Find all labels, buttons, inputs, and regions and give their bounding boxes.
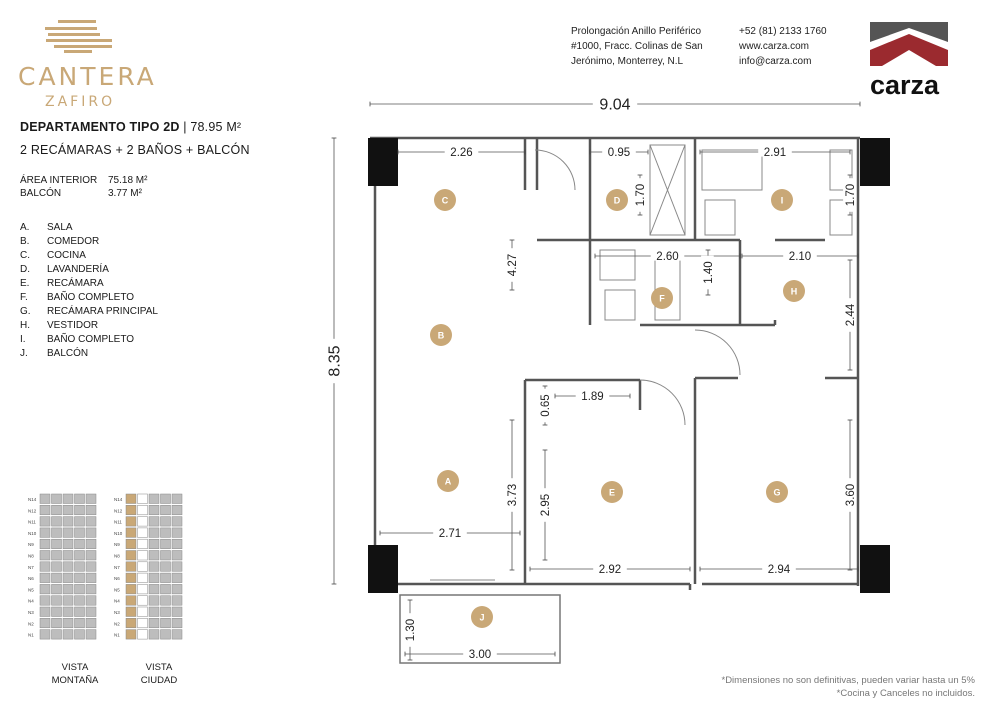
unit-cell — [161, 607, 171, 617]
unit-cell — [75, 528, 85, 538]
legend-letter: I. — [20, 334, 26, 345]
legend-letter: G. — [20, 306, 31, 317]
unit-cell — [138, 584, 148, 594]
unit-cell — [40, 539, 50, 549]
unit-cell — [63, 517, 73, 527]
unit-cell-highlighted — [126, 494, 136, 504]
unit-cell — [161, 630, 171, 640]
legend-letter: J. — [20, 348, 28, 359]
svg-text:3.73: 3.73 — [507, 483, 520, 507]
unit-cell — [75, 607, 85, 617]
floor-label: N8 — [114, 553, 120, 559]
legend-name: LAVANDERÍA — [47, 264, 109, 275]
svg-text:1.70: 1.70 — [845, 183, 858, 207]
floor-label: N12 — [28, 508, 37, 514]
floor-label: N12 — [114, 508, 123, 514]
unit-cell — [63, 551, 73, 561]
svg-text:1.70: 1.70 — [635, 183, 648, 207]
unit-cell — [86, 551, 96, 561]
unit-cell — [52, 539, 62, 549]
room-marker-h — [783, 280, 805, 302]
note-kitchen: *Cocina y Canceles no incluidos. — [836, 688, 975, 699]
unit-cell — [172, 630, 182, 640]
legend-letter: A. — [20, 222, 30, 233]
unit-cell-highlighted — [126, 618, 136, 628]
floor-label: N7 — [114, 564, 120, 570]
unit-cell — [138, 528, 148, 538]
unit-cell-highlighted — [126, 528, 136, 538]
unit-cell — [172, 618, 182, 628]
floor-label: N5 — [114, 587, 120, 593]
unit-cell — [75, 618, 85, 628]
dimension-bed-e-top — [538, 386, 552, 425]
room-marker-d — [606, 189, 628, 211]
unit-cell — [63, 618, 73, 628]
unit-cell — [63, 630, 73, 640]
unit-cell — [149, 562, 159, 572]
view-mountain-label: VISTA MONTAÑA — [51, 662, 99, 686]
dimension-closet-w — [742, 248, 858, 263]
unit-cell-highlighted — [126, 562, 136, 572]
legend-letter: C. — [20, 250, 30, 261]
room-marker-b — [430, 324, 452, 346]
svg-text:2.95: 2.95 — [540, 493, 553, 517]
unit-cell — [75, 584, 85, 594]
unit-cell — [63, 494, 73, 504]
unit-cell — [138, 505, 148, 515]
unit-cell — [86, 607, 96, 617]
unit-cell — [63, 607, 73, 617]
unit-cell — [161, 528, 171, 538]
unit-cell-highlighted — [126, 539, 136, 549]
unit-cell — [52, 573, 62, 583]
unit-cell — [149, 528, 159, 538]
area-block — [20, 174, 147, 200]
phone-text: +52 (81) 2133 1760 — [739, 26, 827, 37]
floor-label: N2 — [28, 621, 34, 627]
legend-name: BAÑO COMPLETO — [47, 334, 135, 345]
floor-label: N11 — [28, 519, 36, 525]
unit-cell — [149, 618, 159, 628]
unit-cell — [75, 630, 85, 640]
view-city-label: VISTA CIUDAD — [140, 662, 178, 686]
dimension-bed-e-closet — [555, 388, 630, 403]
dimension-balcony-w — [405, 646, 555, 661]
svg-text:B: B — [437, 330, 445, 341]
unit-cell — [63, 584, 73, 594]
unit-cell-highlighted — [126, 551, 136, 561]
unit-cell — [63, 596, 73, 606]
unit-cell — [149, 517, 159, 527]
unit-cell — [86, 584, 96, 594]
dimension-sala-w — [380, 525, 520, 540]
unit-cell — [75, 494, 85, 504]
dimension-laundry-w — [590, 144, 648, 159]
svg-text:G: G — [773, 487, 781, 498]
dimension-laundry-h — [633, 175, 647, 215]
unit-cell-highlighted — [126, 630, 136, 640]
unit-title: DEPARTAMENTO TIPO 2D | 78.95 M² — [20, 120, 242, 134]
unit-cell — [75, 596, 85, 606]
floor-label: N9 — [28, 542, 34, 548]
unit-cell — [161, 618, 171, 628]
room-legend — [20, 221, 158, 361]
unit-cell — [172, 551, 182, 561]
svg-text:A: A — [444, 476, 452, 487]
legend-name: COMEDOR — [47, 236, 100, 247]
svg-text:0.65: 0.65 — [540, 394, 553, 417]
unit-cell — [161, 573, 171, 583]
unit-cell — [172, 562, 182, 572]
unit-cell — [149, 630, 159, 640]
legend-letter: B. — [20, 236, 30, 247]
floor-label: N11 — [114, 519, 122, 525]
unit-cell — [40, 505, 50, 515]
svg-text:3.00: 3.00 — [468, 649, 492, 662]
unit-cell — [52, 607, 62, 617]
svg-text:2.94: 2.94 — [767, 564, 791, 577]
legend-item — [20, 235, 158, 249]
email-link[interactable]: info@carza.com — [739, 56, 812, 67]
unit-cell — [86, 618, 96, 628]
unit-cell — [172, 607, 182, 617]
unit-cell-highlighted — [126, 505, 136, 515]
unit-cell — [138, 596, 148, 606]
legend-name: VESTIDOR — [47, 320, 99, 331]
legend-letter: E. — [20, 278, 30, 289]
dimension-total-height — [324, 138, 343, 584]
unit-cell — [138, 562, 148, 572]
legend-name: BAÑO COMPLETO — [47, 292, 135, 303]
unit-cell — [86, 494, 96, 504]
svg-text:8.35: 8.35 — [326, 345, 344, 377]
legend-name: RECÁMARA — [47, 278, 104, 289]
svg-text:2.91: 2.91 — [763, 147, 787, 160]
dimension-bath-f-h — [701, 250, 715, 295]
unit-cell — [52, 551, 62, 561]
unit-cell — [63, 505, 73, 515]
building-elevation-grids — [18, 490, 203, 648]
dimension-sala-h — [505, 420, 519, 570]
legend-item — [20, 291, 158, 305]
dimension-bed-g-h — [843, 420, 857, 570]
room-marker-c — [434, 189, 456, 211]
unit-cell — [52, 596, 62, 606]
unit-cell — [149, 584, 159, 594]
room-marker-f — [651, 287, 673, 309]
room-marker-g — [766, 481, 788, 503]
unit-cell — [63, 528, 73, 538]
floor-label: N3 — [114, 610, 120, 615]
unit-cell — [172, 539, 182, 549]
legend-name: SALA — [47, 222, 73, 233]
svg-text:1.89: 1.89 — [581, 391, 604, 404]
unit-cell — [52, 630, 62, 640]
room-marker-j — [471, 606, 493, 628]
legend-name: BALCÓN — [47, 348, 89, 359]
dimension-bath-i-h — [843, 175, 857, 215]
unit-cell-highlighted — [126, 573, 136, 583]
unit-cell — [86, 517, 96, 527]
unit-cell — [149, 596, 159, 606]
unit-cell — [86, 573, 96, 583]
unit-cell — [52, 528, 62, 538]
unit-cell — [63, 573, 73, 583]
carza-wordmark: carza — [870, 70, 940, 100]
unit-cell — [138, 551, 148, 561]
legend-item — [20, 319, 158, 333]
unit-cell — [138, 607, 148, 617]
svg-text:F: F — [659, 293, 665, 304]
floor-label: N1 — [28, 632, 34, 638]
svg-text:E: E — [608, 487, 616, 498]
unit-subtitle: 2 RECÁMARAS + 2 BAÑOS + BALCÓN — [20, 143, 250, 157]
unit-cell — [172, 505, 182, 515]
dimension-total-width — [370, 93, 860, 114]
floor-label: N10 — [114, 530, 123, 536]
unit-cell — [138, 573, 148, 583]
unit-cell — [40, 630, 50, 640]
unit-cell — [149, 607, 159, 617]
floor-label: N4 — [28, 598, 34, 604]
unit-cell — [172, 528, 182, 538]
floor-label: N7 — [28, 564, 34, 570]
footnotes — [722, 674, 976, 700]
unit-cell — [86, 539, 96, 549]
interior-value: 75.18 M² — [108, 175, 148, 186]
unit-cell — [52, 494, 62, 504]
dimension-bed-e-h — [538, 450, 552, 560]
unit-cell — [138, 539, 148, 549]
unit-cell — [52, 618, 62, 628]
svg-text:2.60: 2.60 — [656, 251, 679, 264]
unit-cell — [172, 596, 182, 606]
unit-cell — [161, 551, 171, 561]
svg-text:2.92: 2.92 — [598, 564, 622, 577]
svg-text:2.10: 2.10 — [788, 251, 812, 264]
room-marker-a — [437, 470, 459, 492]
floor-label: N8 — [28, 553, 34, 559]
unit-cell — [40, 618, 50, 628]
brand-name: CANTERA — [18, 62, 157, 91]
floor-label: N9 — [114, 542, 120, 548]
legend-item — [20, 305, 158, 319]
svg-text:2.44: 2.44 — [845, 303, 858, 327]
svg-text:2.26: 2.26 — [450, 147, 473, 160]
unit-cell — [138, 618, 148, 628]
balcony-label: BALCÓN — [20, 188, 62, 199]
unit-cell — [40, 596, 50, 606]
unit-cell-highlighted — [126, 517, 136, 527]
svg-text:J: J — [479, 612, 485, 623]
unit-cell — [172, 584, 182, 594]
unit-cell — [138, 494, 148, 504]
legend-item — [20, 347, 158, 361]
svg-text:9.04: 9.04 — [599, 96, 631, 114]
dimension-kitchen-h — [505, 240, 519, 290]
dimension-bath-i-w — [700, 144, 850, 159]
balcony-value: 3.77 M² — [108, 188, 142, 199]
legend-name: COCINA — [47, 250, 86, 261]
unit-cell — [52, 517, 62, 527]
unit-cell-highlighted — [126, 607, 136, 617]
svg-text:I: I — [780, 195, 784, 206]
unit-cell — [40, 528, 50, 538]
unit-cell — [149, 505, 159, 515]
dimension-kitchen-w — [398, 144, 525, 159]
unit-cell — [172, 494, 182, 504]
floor-label: N6 — [28, 576, 34, 582]
legend-item — [20, 263, 158, 277]
unit-cell — [75, 517, 85, 527]
legend-letter: D. — [20, 264, 30, 275]
unit-cell — [75, 505, 85, 515]
unit-cell — [86, 562, 96, 572]
web-link[interactable]: www.carza.com — [739, 41, 810, 52]
unit-cell — [161, 584, 171, 594]
svg-text:3.60: 3.60 — [845, 483, 858, 507]
dimension-balcony-h — [403, 600, 417, 660]
floor-label: N1 — [114, 632, 120, 638]
unit-cell — [40, 562, 50, 572]
floor-label: N6 — [114, 576, 120, 582]
legend-letter: H. — [20, 320, 30, 331]
unit-cell — [161, 539, 171, 549]
unit-cell — [75, 551, 85, 561]
floor-label: N3 — [28, 610, 34, 615]
unit-cell — [161, 505, 171, 515]
dimension-lines — [324, 93, 860, 661]
unit-cell — [172, 573, 182, 583]
unit-cell-highlighted — [126, 584, 136, 594]
unit-cell — [149, 551, 159, 561]
unit-cell — [138, 630, 148, 640]
unit-cell — [40, 584, 50, 594]
note-dimensions: *Dimensiones no son definitivas, pueden variar hasta un 5% — [721, 675, 975, 686]
legend-item — [20, 249, 158, 263]
svg-text:C: C — [441, 195, 449, 206]
interior-label: ÁREA INTERIOR — [20, 175, 98, 186]
brand-subname: ZAFIRO — [45, 94, 116, 110]
dimension-closet-h — [843, 260, 857, 370]
unit-cell — [86, 505, 96, 515]
unit-cell — [40, 494, 50, 504]
floor-label: N14 — [114, 497, 123, 502]
carza-logo — [868, 20, 954, 100]
svg-text:2.71: 2.71 — [438, 528, 462, 541]
unit-cell — [75, 539, 85, 549]
dimension-bed-e-w — [530, 561, 690, 576]
address-block: Prolongación Anillo Periférico #1000, Fracc. Colinas de San Jerónimo, Monterrey, N.L — [571, 26, 703, 67]
unit-cell — [172, 517, 182, 527]
unit-cell — [161, 596, 171, 606]
unit-cell — [161, 517, 171, 527]
floor-label: N2 — [114, 621, 120, 627]
legend-letter: F. — [20, 292, 28, 303]
unit-cell — [75, 573, 85, 583]
unit-cell — [52, 562, 62, 572]
legend-name: RECÁMARA PRINCIPAL — [47, 306, 158, 317]
unit-cell — [149, 539, 159, 549]
unit-cell — [40, 607, 50, 617]
contact-block — [739, 24, 827, 69]
legend-item — [20, 221, 158, 235]
floor-label: N5 — [28, 587, 34, 593]
unit-cell — [138, 517, 148, 527]
svg-text:1.40: 1.40 — [703, 261, 716, 284]
unit-cell — [40, 573, 50, 583]
floor-plan — [310, 90, 910, 675]
unit-cell-highlighted — [126, 596, 136, 606]
unit-cell — [86, 596, 96, 606]
unit-cell — [40, 517, 50, 527]
svg-text:H: H — [790, 286, 798, 297]
unit-cell — [86, 630, 96, 640]
dimension-bed-g-w — [700, 561, 858, 576]
legend-item — [20, 277, 158, 291]
floor-label: N14 — [28, 497, 37, 502]
unit-cell — [63, 562, 73, 572]
svg-text:D: D — [613, 195, 621, 206]
unit-cell — [149, 494, 159, 504]
unit-cell — [75, 562, 85, 572]
unit-cell — [161, 562, 171, 572]
unit-cell — [149, 573, 159, 583]
room-marker-i — [771, 189, 793, 211]
svg-text:4.27: 4.27 — [507, 253, 520, 277]
floor-label: N10 — [28, 530, 37, 536]
svg-text:0.95: 0.95 — [607, 147, 631, 160]
unit-cell — [40, 551, 50, 561]
svg-text:1.30: 1.30 — [405, 618, 418, 642]
unit-cell — [86, 528, 96, 538]
unit-cell — [52, 505, 62, 515]
unit-cell — [63, 539, 73, 549]
room-marker-e — [601, 481, 623, 503]
legend-item — [20, 333, 158, 347]
floor-label: N4 — [114, 598, 120, 604]
unit-cell — [161, 494, 171, 504]
unit-cell — [52, 584, 62, 594]
